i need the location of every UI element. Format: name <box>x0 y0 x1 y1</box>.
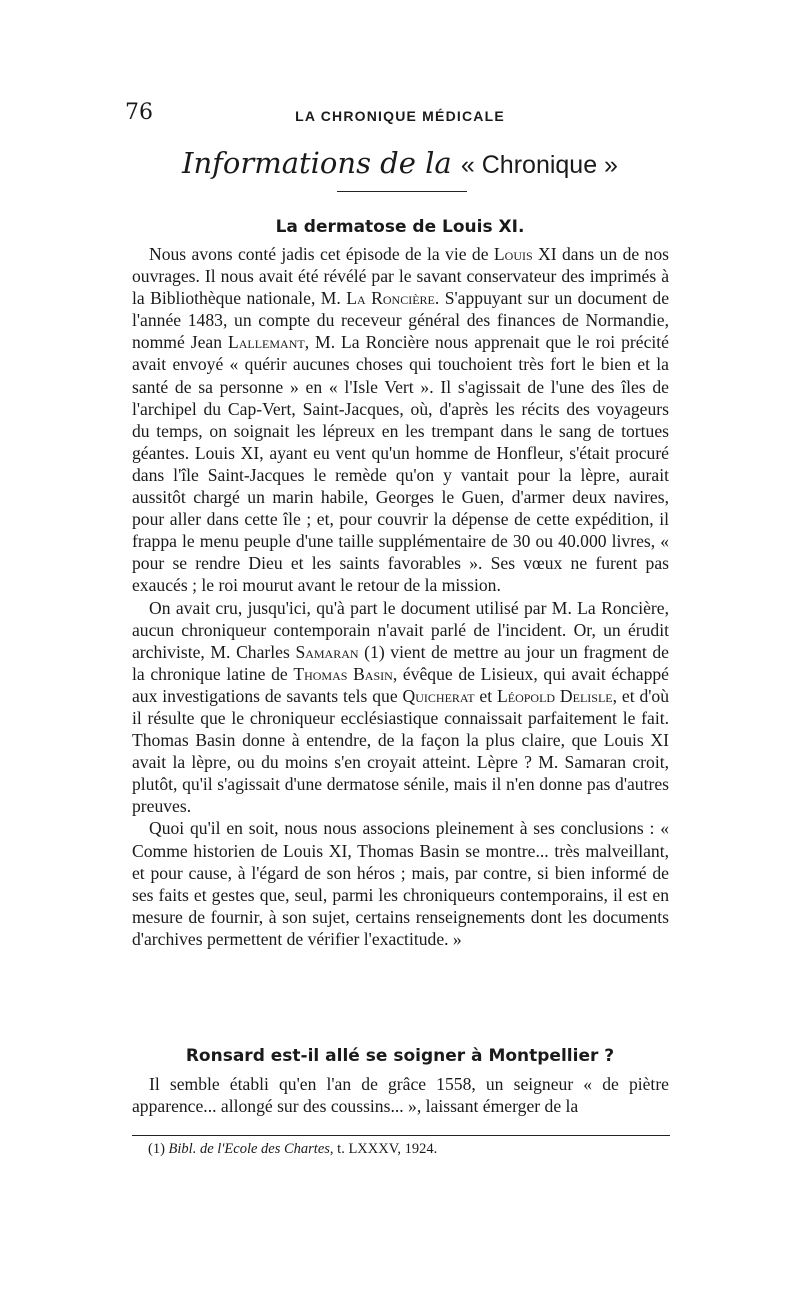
text-run: , et d'où il résulte que le chroniqueur ecclésiastique connaissait parfaitement le fait. Thomas Basin donne à entendre, de la façon la plus claire, que Louis XI avait la lèpre, ou du moins s'en croyait atteint. Lèpre ? M. Samaran croit, plutôt, qu'il s'agissait d'une dermatose sénile, mais il n'en donne pas d'autres preuves. <box>132 685 670 817</box>
small-caps-run: La Roncière <box>346 288 435 309</box>
rubric-plain-text: « Chronique » <box>460 151 618 179</box>
text-run: XI dans un de nos ouvrages. Il nous avait été révélé par le savant conservateur des imprimés à la Bibliothèque nationale, M. <box>132 244 669 309</box>
small-caps-run: Thomas Basin <box>293 663 393 684</box>
text-run: (1) vient de mettre au jour un fragment de la chronique latine de <box>132 641 669 684</box>
paragraph <box>132 817 669 950</box>
text-run: Quoi qu'il en soit, nous nous associons pleinement à ses conclusions : « Comme historien de Louis XI, Thomas Basin se montre... très malveillant, et pour cause, à l'égard de son héros ; mais, par contre, si bien informé de ses faits et gestes que, seul, parmi les chroniqueurs contemporains, il est en mesure de fournir, à son sujet, certains renseignements dont les documents d'archives permettent de vérifier l'exactitude. » <box>132 818 669 949</box>
paragraph <box>132 243 669 597</box>
text-run: On avait cru, jusqu'ici, qu'à part le document utilisé par M. La Roncière, aucun chroniqueur contemporain n'avait parlé de l'incident. Or, un érudit archiviste, M. Charles <box>132 597 669 662</box>
heading-rule <box>337 191 467 192</box>
text-run: Nous avons conté jadis cet épisode de la vie de <box>149 244 494 264</box>
small-caps-run: Louis <box>493 244 533 264</box>
text-run: Il semble établi qu'en l'an de grâce 1558, un seigneur « de piètre apparence... allongé sur des coussins... », laissant émerger de la <box>132 1074 669 1117</box>
small-caps-run: Samaran <box>295 641 359 662</box>
footnote-marker: (1) <box>148 1141 165 1157</box>
paragraph <box>132 597 669 818</box>
page-header <box>125 100 670 130</box>
text-run: , évêque de Lisieux, qui avait échappé aux investigations de savants tels que <box>132 663 669 706</box>
footnote <box>148 1141 668 1158</box>
footnote-rule <box>132 1135 670 1136</box>
text-run: , M. La Roncière nous apprenait que le roi précité avait envoyé « quérir aucunes choses qui touchoient très fort le bien et la santé de sa personne » en « l'Isle Vert ». Il s'agissait de l'une des îles de l'archipel du Cap-Vert, Saint-Jacques, où, d'après les récits des voyageurs du temps, on soignait les lépreux en les trempant dans le sang de tortues géantes. Louis XI, ayant eu vent qu'un homme de Honfleur, s'était procuré dans l'île Saint-Jacques le remède qu'on y vantait pour la lèpre, aurait aussitôt chargé un marin habile, Georges le Guen, d'armer deux navires, pour aller dans cette île ; et, pour couvrir la dépense de cette expédition, il frappa le menu peuple d'une taille supplémentaire de 30 ou 40.000 livres, « pour se rendre Dieu et les saints favorables ». Ses vœux ne furent pas exaucés ; le roi mourut avant le retour de la mission. <box>132 332 669 596</box>
page-number: 76 <box>125 100 153 125</box>
text-run: et <box>474 685 497 706</box>
section-title-ronsard: Ronsard est-il allé se soigner à Montpellier ? <box>185 1046 615 1066</box>
section-body-dermatose <box>132 243 669 950</box>
rubric-script-text: Informations de la <box>182 146 452 180</box>
small-caps-run: Léopold Delisle <box>497 685 613 706</box>
footnote-italic-title: Bibl. de l'Ecole des Chartes <box>168 1141 330 1157</box>
section-body-ronsard <box>132 1073 669 1117</box>
running-title: LA CHRONIQUE MÉDICALE <box>295 108 505 124</box>
section-title-dermatose: La dermatose de Louis XI. <box>275 217 525 237</box>
paragraph <box>132 1073 669 1117</box>
footnote-rest: , t. LXXXV, 1924. <box>329 1141 438 1157</box>
small-caps-run: Quicherat <box>402 685 475 706</box>
rubric-heading <box>130 146 670 180</box>
text-run: . S'appuyant sur un document de l'année 1483, un compte du receveur général des finances de Normandie, nommé Jean <box>132 288 670 353</box>
small-caps-run: Lallemant <box>227 332 305 353</box>
